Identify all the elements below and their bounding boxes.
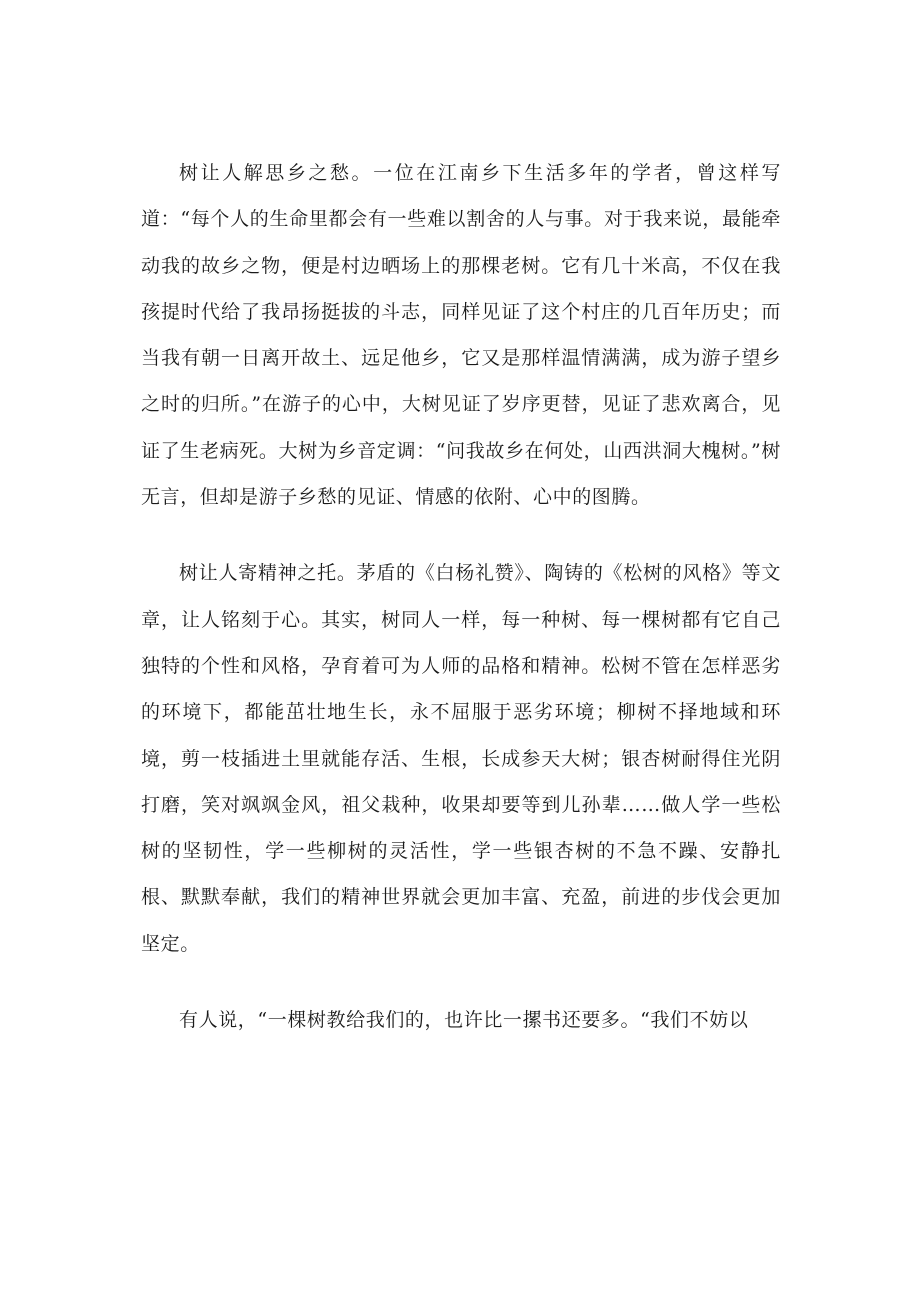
paragraph-homesickness: 树让人解思乡之愁。一位在江南乡下生活多年的学者，曾这样写道：“每个人的生命里都会有一些难以割舍的人与事。对于我来说，最能牵动我的故乡之物，便是村边晒场上的那棵老树。它有几十米高，不仅在我孩提时代给了我昂扬挺拔的斗志，同样见证了这个村庄的几百年历史；而当我有朝一日离开故土、远足他乡，它又是那样温情满满，成为游子望乡之时的归所。”在游子的心中，大树见证了岁序更替，见证了悲欢离合，见证了生老病死。大树为乡音定调：“问我故乡在何处，山西洪洞大槐树。”树无言，但却是游子乡愁的见证、情感的依附、心中的图腾。 (141, 162, 781, 509)
paragraph-spirit: 树让人寄精神之托。茅盾的《白杨礼赞》、陶铸的《松树的风格》等文章，让人铭刻于心。其实，树同人一样，每一种树、每一棵树都有它自己独特的个性和风格，孕育着可为人师的品格和精神。松树不管在怎样恶劣的环境下，都能茁壮地生长，永不屈服于恶劣环境；柳树不择地域和环境，剪一枝插进土里就能存活、生根，长成参天大树；银杏树耐得住光阴打磨，笑对飒飒金风，祖父栽种，收果却要等到儿孙辈……做人学一些松树的坚韧性，学一些柳树的灵活性，学一些银杏树的不急不躁、安静扎根、默默奉献，我们的精神世界就会更加丰富、充盈，前进的步伐会更加坚定。 (141, 562, 781, 955)
document-body (141, 150, 781, 1043)
paragraph-lesson: 有人说，“一棵树教给我们的，也许比一摞书还要多。“我们不妨以 (179, 1009, 749, 1032)
